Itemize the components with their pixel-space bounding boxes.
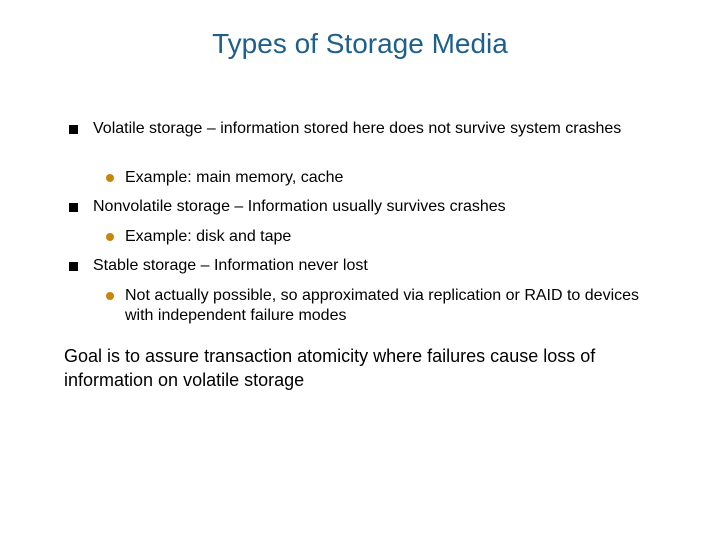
circle-bullet-icon (106, 233, 114, 241)
square-bullet-icon (69, 203, 78, 212)
bullet-nonvolatile-storage: Nonvolatile storage – Information usually survives crashes (93, 198, 506, 215)
circle-bullet-icon (106, 174, 114, 182)
sub-bullet-volatile-example: Example: main memory, cache (125, 169, 344, 186)
square-bullet-icon (69, 125, 78, 134)
goal-statement: Goal is to assure transaction atomicity where failures cause loss of information on volatile storage (64, 346, 596, 390)
slide-title: Types of Storage Media (212, 28, 508, 59)
sub-bullet-nonvolatile-example: Example: disk and tape (125, 228, 292, 245)
bullet-stable-storage: Stable storage – Information never lost (93, 257, 368, 274)
bullet-volatile-storage: Volatile storage – information stored here does not survive system crashes (93, 120, 622, 137)
square-bullet-icon (69, 262, 78, 271)
sub-bullet-stable-approximation: Not actually possible, so approximated via replication or RAID to devices with independent failure modes (125, 287, 640, 324)
circle-bullet-icon (106, 292, 114, 300)
